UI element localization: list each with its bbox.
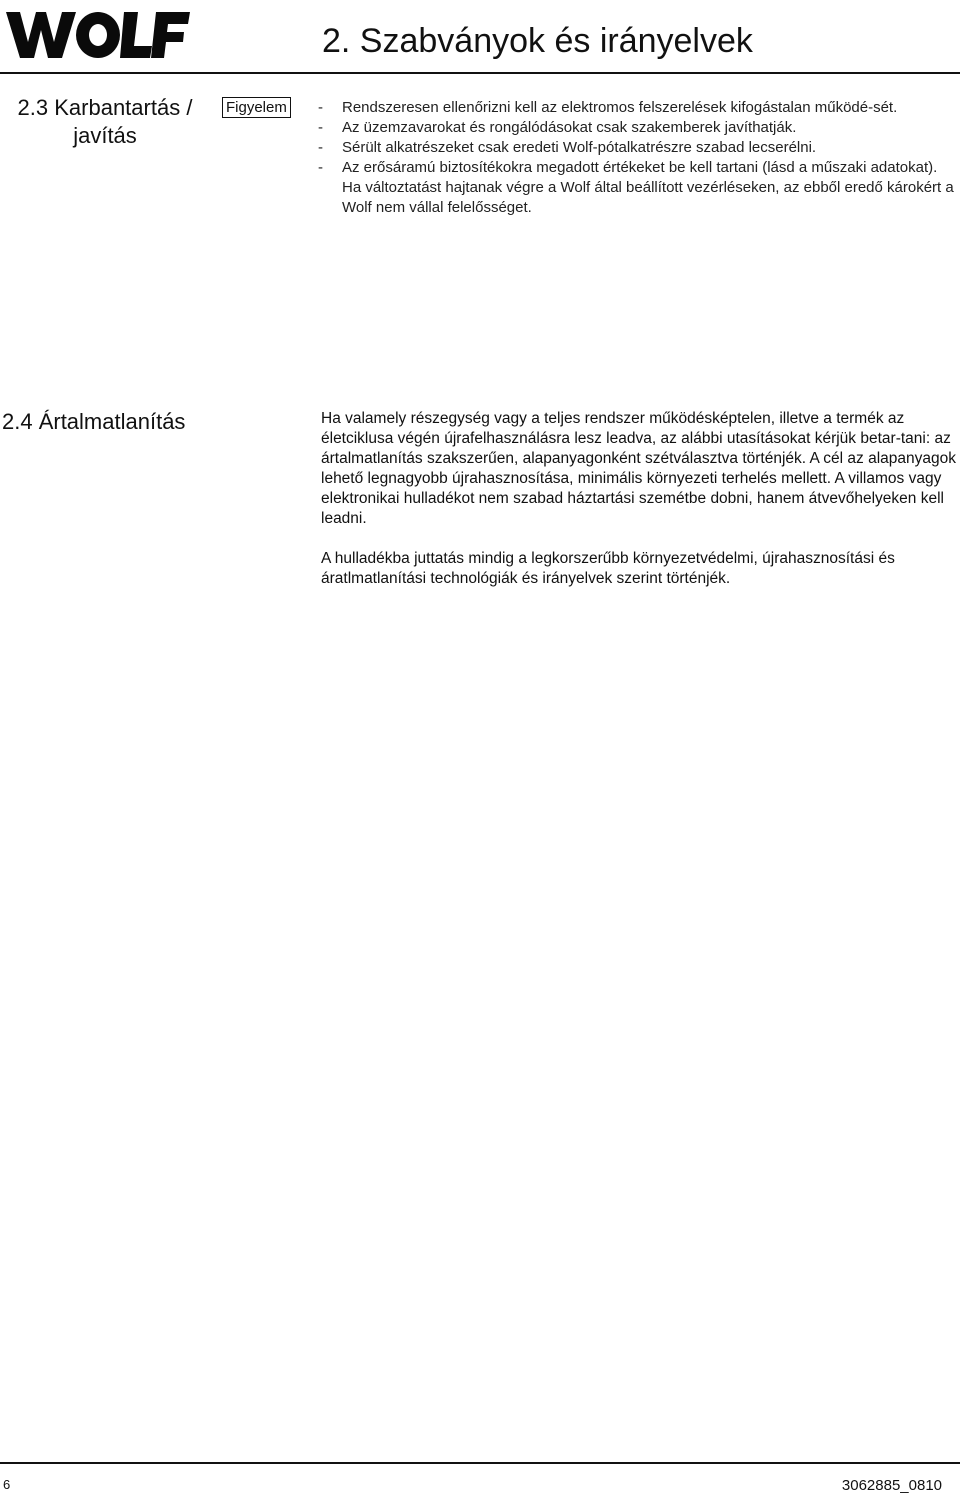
footer-divider (0, 1462, 960, 1464)
list-dash: - (318, 139, 323, 156)
page-number: 6 (3, 1477, 11, 1492)
list-item (318, 98, 958, 118)
list-dash: - (318, 159, 323, 176)
list-item-text: Sérült alkatrészeket csak eredeti Wolf-pótalkatrészre szabad lecserélni. (342, 139, 817, 156)
header-divider (0, 72, 960, 74)
wolf-logo (6, 8, 190, 60)
section-heading-2-3 (0, 94, 210, 150)
page-title: 2. Szabványok és irányelvek (322, 22, 753, 60)
document-number: 3062885_0810 (841, 1477, 942, 1494)
liability-note: Ha változtatást hajtanak végre a Wolf által beállított vezérléseken, az ebből eredő károkért a Wolf nem vállal felelősséget. (342, 179, 954, 216)
section-heading-line: javítás (73, 123, 137, 148)
disposal-text (321, 409, 957, 589)
list-item (318, 138, 958, 158)
list-item (318, 158, 958, 178)
list-item-text: Rendszeresen ellenőrizni kell az elektromos felszerelések kifogástalan működé-sét. (342, 99, 898, 116)
list-dash: - (318, 99, 323, 116)
paragraph: Ha valamely részegység vagy a teljes rendszer működésképtelen, illetve a termék az életciklusa végén újrafelhasználásra lesz leadva, az alábbi utasításokat kérjük betar-tani: az ártalmatlanítás szakszerűen, alapanyagonként szétválasztva történjék. A cél az alapanyagok lehető legnagyobb újrahasznosítása, minimális környezeti terhelés mellett. A villamos vagy elektronikai hulladékot nem szabad háztartási szemétbe dobni, hanem átvevőhelyeken kell leadni. (321, 410, 957, 527)
paragraph: A hulladékba juttatás mindig a legkorszerűbb környezetvédelmi, újrahasznosítási és áratlmatlanítási technológiák és irányelvek szerint történjék. (321, 550, 895, 587)
list-dash: - (318, 119, 323, 136)
list-item-text: Az üzemzavarokat és rongálódásokat csak szakemberek javíthatják. (342, 119, 797, 136)
list-item (318, 118, 958, 138)
list-item-text: Az erősáramú biztosítékokra megadott értékeket be kell tartani (lásd a műszaki adatokat). (342, 159, 938, 176)
maintenance-list (318, 98, 958, 218)
section-heading-line: 2.3 Karbantartás / (17, 95, 193, 120)
section-heading-2-4: 2.4 Ártalmatlanítás (2, 409, 186, 434)
notice-label: Figyelem (222, 97, 291, 118)
